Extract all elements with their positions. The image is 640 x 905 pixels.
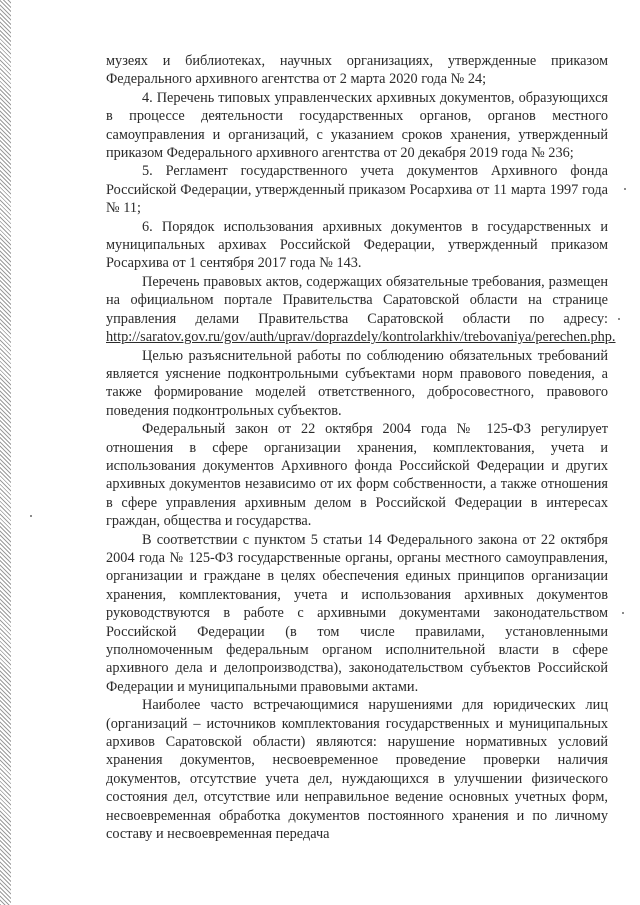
list-item-4: 4. Перечень типовых управленческих архивных документов, образующихся в процессе деятельности государственных органов, органов местного самоуправления и организаций, с указанием сроков хранения, утвержденный приказом Федерального архивного агентства от 20 декабря 2019 года № 236; [106,89,608,162]
scan-edge-border [0,0,11,905]
paragraph-article-14: В соответствии с пунктом 5 статьи 14 Федерального закона от 22 октября 2004 года № 125-ФЗ государственные органы, органы местного самоуправления, организации и граждане в целях обеспечения единых принципов организации хранения, комплектования, учета и использования архивных документов руководствуются в работе с архивными документами законодательством Российской Федерации (в том числе правилами, установленными уполномоченным федеральным органом исполнительной власти в сфере архивного дела и делопроизводства), законодательством субъектов Российской Федерации и муниципальными правовыми актами. [106,531,608,695]
paragraph-continuation: музеях и библиотеках, научных организациях, утвержденные приказом Федерального архивного агентства от 2 марта 2020 года № 24; [106,53,608,88]
legal-acts-link[interactable]: http://saratov.gov.ru/gov/auth/uprav/doprazdely/kontrolarkhiv/trebovaniya/perechen.php. [106,329,616,346]
document-page [106,52,616,843]
list-item-6: 6. Порядок использования архивных документов в государственных и муниципальных архивах Российской Федерации, утвержденный приказом Росархива от 1 сентября 2017 года № 143. [106,218,608,272]
scan-speck [30,515,32,517]
paragraph-federal-law: Федеральный закон от 22 октября 2004 года № 125-ФЗ регулирует отношения в сфере организации хранения, комплектования, учета и использования документов Архивного фонда Российской Федерации и других архивных документов независимо от их форм собственности, а также отношения в сфере управления архивным делом в Российской Федерации в интересах граждан, общества и государства. [106,421,608,530]
paragraph-purpose: Целью разъяснительной работы по соблюдению обязательных требований является уяснение подконтрольными субъектами норм правового поведения, а также формирование моделей ответственного, добросовестного, правового поведения подконтрольных субъектов. [106,347,608,419]
scan-speck [624,188,626,190]
scan-speck [618,318,620,320]
legal-acts-text: Перечень правовых актов, содержащих обязательные требования, размещен на официальном портале Правительства Саратовской области на странице управления делами Правительства Саратовской области по адресу: [106,273,608,327]
paragraph-violations: Наиболее часто встречающимися нарушениями для юридических лиц (организаций – источников комплектования государственных и муниципальных архивов Саратовской области) являются: нарушение нормативных условий хранения документов, несвоевременное проведение проверки наличия документов, отсутствие учета дел, нуждающихся в улучшении физического состояния дел, отсутствие или неправильное ведение основных учетных форм, несвоевременная обработка документов постоянного хранения и по личному составу и несвоевременная передача [106,697,608,843]
scan-speck [622,612,624,614]
paragraph-legal-acts [106,273,616,347]
list-item-5: 5. Регламент государственного учета документов Архивного фонда Российской Федерации, утвержденный приказом Росархива от 11 марта 1997 года № 11; [106,163,608,217]
